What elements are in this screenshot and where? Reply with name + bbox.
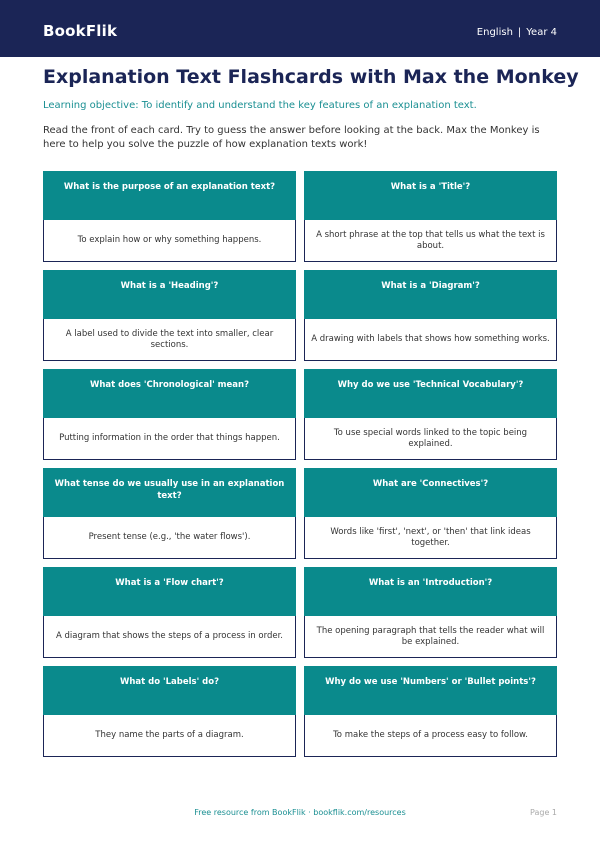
footer — [0, 808, 600, 822]
flashcard[interactable] — [43, 369, 296, 460]
flashcard-front: Why do we use 'Technical Vocabulary'? — [304, 369, 557, 418]
flashcard-back: Words like 'first', 'next', or 'then' that link ideas together. — [304, 517, 557, 559]
flashcard-front: What is an 'Introduction'? — [304, 567, 557, 616]
flashcard-front: What does 'Chronological' mean? — [43, 369, 296, 418]
flashcard-grid — [43, 171, 557, 757]
flashcard-front: What are 'Connectives'? — [304, 468, 557, 517]
flashcard-front: What tense do we usually use in an explanation text? — [43, 468, 296, 517]
page-number: Page 1 — [530, 808, 557, 817]
flashcard-back: A label used to divide the text into smaller, clear sections. — [43, 319, 296, 361]
flashcard-back: Putting information in the order that things happen. — [43, 418, 296, 460]
flashcard[interactable] — [43, 270, 296, 361]
flashcard-front: What is a 'Title'? — [304, 171, 557, 220]
flashcard-front: Why do we use 'Numbers' or 'Bullet points'? — [304, 666, 557, 715]
flashcard-front: What do 'Labels' do? — [43, 666, 296, 715]
flashcard[interactable] — [304, 171, 557, 262]
intro-paragraph: Read the front of each card. Try to guess the answer before looking at the back. Max the Monkey is here to help you solve the puzzle of how explanation texts work! — [43, 125, 540, 150]
flashcard-front: What is the purpose of an explanation text? — [43, 171, 296, 220]
subject-label: English — [476, 27, 513, 38]
flashcard[interactable] — [43, 567, 296, 658]
flashcard-back: A short phrase at the top that tells us what the text is about. — [304, 220, 557, 262]
flashcard-front: What is a 'Diagram'? — [304, 270, 557, 319]
year-label: Year 4 — [526, 27, 557, 38]
flashcard[interactable] — [304, 666, 557, 757]
flashcard[interactable] — [43, 468, 296, 559]
flashcard[interactable] — [43, 171, 296, 262]
header-bar — [0, 0, 600, 57]
flashcard-back: To make the steps of a process easy to follow. — [304, 715, 557, 757]
flashcard-back: To explain how or why something happens. — [43, 220, 296, 262]
flashcard-front: What is a 'Heading'? — [43, 270, 296, 319]
flashcard-back: A diagram that shows the steps of a process in order. — [43, 616, 296, 658]
flashcard[interactable] — [304, 468, 557, 559]
header-meta — [477, 27, 557, 38]
brand-logo-text[interactable]: BookFlik — [43, 22, 118, 40]
flashcard-back: A drawing with labels that shows how something works. — [304, 319, 557, 361]
flashcard[interactable] — [304, 270, 557, 361]
flashcard[interactable] — [304, 567, 557, 658]
meta-separator: | — [517, 27, 522, 38]
flashcard-back: Present tense (e.g., 'the water flows'). — [43, 517, 296, 559]
flashcard-back: To use special words linked to the topic being explained. — [304, 418, 557, 460]
flashcard-front: What is a 'Flow chart'? — [43, 567, 296, 616]
learning-objective: Learning objective: To identify and understand the key features of an explanation text. — [43, 100, 477, 111]
flashcard[interactable] — [43, 666, 296, 757]
flashcard-back: The opening paragraph that tells the reader what will be explained. — [304, 616, 557, 658]
flashcard-back: They name the parts of a diagram. — [43, 715, 296, 757]
footer-resource-link[interactable]: Free resource from BookFlik · bookflik.com/resources — [194, 808, 406, 817]
flashcard[interactable] — [304, 369, 557, 460]
page-title: Explanation Text Flashcards with Max the Monkey — [43, 66, 579, 88]
